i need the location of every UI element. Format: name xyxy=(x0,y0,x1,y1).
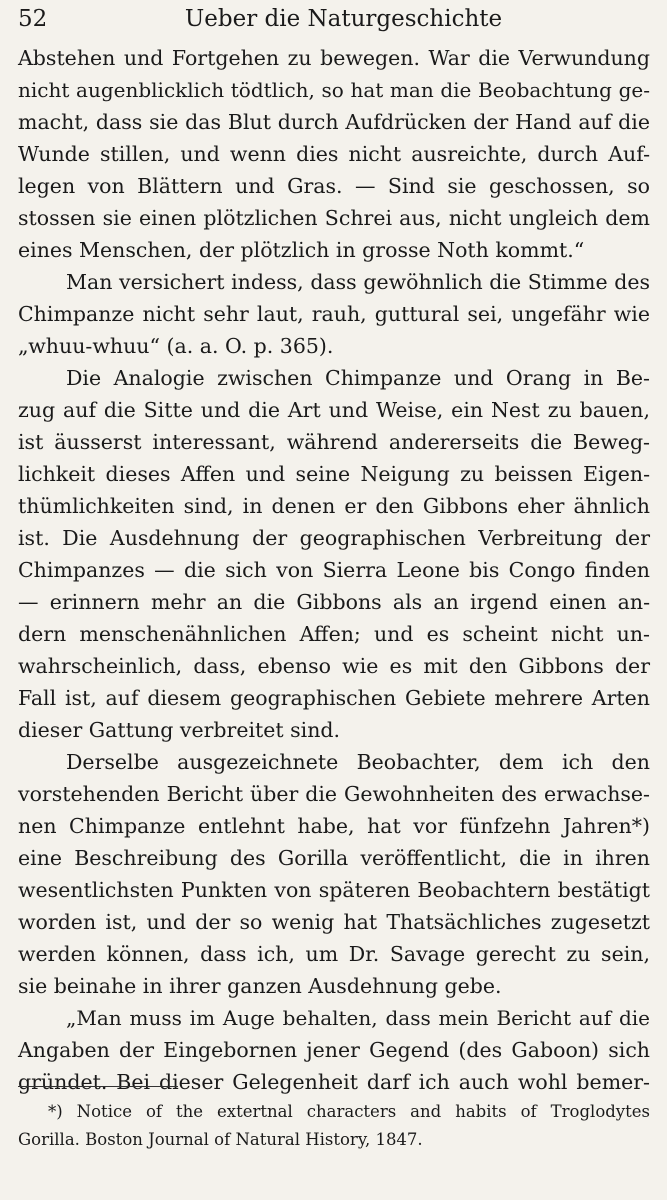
text-line: wahrscheinlich, dass, ebenso wie es mit den Gibbons der xyxy=(18,654,650,678)
text-line: dieser Gattung verbreitet sind. xyxy=(18,718,341,742)
text-line: Fall ist, auf diesem geographischen Gebiete mehrere Arten xyxy=(18,686,650,710)
text-line: ist. Die Ausdehnung der geographischen Verbreitung der xyxy=(18,526,650,550)
text-line: Abstehen und Fortgehen zu bewegen. War die Verwundung xyxy=(18,46,650,70)
text-line: thümlichkeiten sind, in denen er den Gibbons eher ähnlich xyxy=(18,494,650,518)
text-line: nen Chimpanze entlehnt habe, hat vor fünfzehn Jahren*) xyxy=(18,814,650,838)
text-line: vorstehenden Bericht über die Gewohnheiten des erwachse- xyxy=(18,782,650,806)
text-line: „Man muss im Auge behalten, dass mein Bericht auf die xyxy=(66,1006,650,1030)
text-line: eines Menschen, der plötzlich in grosse Noth kommt.“ xyxy=(18,238,585,262)
text-line: macht, dass sie das Blut durch Aufdrücken der Hand auf die xyxy=(18,110,650,134)
footnote-divider xyxy=(18,1086,178,1087)
text-line: Die Analogie zwischen Chimpanze und Orang in Be- xyxy=(66,366,650,390)
text-line: wesentlichsten Punkten von späteren Beobachtern bestätigt xyxy=(18,878,650,902)
text-line: legen von Blättern und Gras. — Sind sie geschossen, so xyxy=(18,174,650,198)
text-line: worden ist, und der so wenig hat Thatsächliches zugesetzt xyxy=(18,910,650,934)
text-line: ist äusserst interessant, während andererseits die Beweg- xyxy=(18,430,650,454)
text-line: Angaben der Eingebornen jener Gegend (des Gaboon) sich xyxy=(18,1038,650,1062)
footnote-line: *) Notice of the extertnal characters and habits of Troglodytes xyxy=(48,1102,650,1121)
page-number: 52 xyxy=(18,6,48,32)
text-line: dern menschenähnlichen Affen; und es scheint nicht un- xyxy=(18,622,650,646)
text-line: zug auf die Sitte und die Art und Weise, ein Nest zu bauen, xyxy=(18,398,650,422)
text-line: eine Beschreibung des Gorilla veröffentlicht, die in ihren xyxy=(18,846,650,870)
text-line: Chimpanzes — die sich von Sierra Leone bis Congo finden xyxy=(18,558,650,582)
text-line: Chimpanze nicht sehr laut, rauh, guttural sei, ungefähr wie xyxy=(18,302,650,326)
text-line: Derselbe ausgezeichnete Beobachter, dem ich den xyxy=(66,750,650,774)
text-line: Man versichert indess, dass gewöhnlich die Stimme des xyxy=(66,270,650,294)
page-header xyxy=(18,6,649,40)
text-line: „whuu-whuu“ (a. a. O. p. 365). xyxy=(18,334,334,358)
text-line: nicht augenblicklich tödtlich, so hat man die Beobachtung ge- xyxy=(18,78,650,102)
text-line: sie beinahe in ihrer ganzen Ausdehnung gebe. xyxy=(18,974,502,998)
text-line: lichkeit dieses Affen und seine Neigung zu beissen Eigen- xyxy=(18,462,650,486)
body-text xyxy=(18,42,650,1098)
text-line: Wunde stillen, und wenn dies nicht ausreichte, durch Auf- xyxy=(18,142,650,166)
text-line: — erinnern mehr an die Gibbons als an irgend einen an- xyxy=(18,590,650,614)
footnote-line: Gorilla. Boston Journal of Natural History, 1847. xyxy=(18,1130,423,1149)
running-title: Ueber die Naturgeschichte xyxy=(184,6,503,32)
text-line: stossen sie einen plötzlichen Schrei aus, nicht ungleich dem xyxy=(18,206,650,230)
footnote xyxy=(18,1098,650,1154)
text-line: werden können, dass ich, um Dr. Savage gerecht zu sein, xyxy=(18,942,650,966)
text-line: gründet. Bei dieser Gelegenheit darf ich auch wohl bemer- xyxy=(18,1070,650,1094)
